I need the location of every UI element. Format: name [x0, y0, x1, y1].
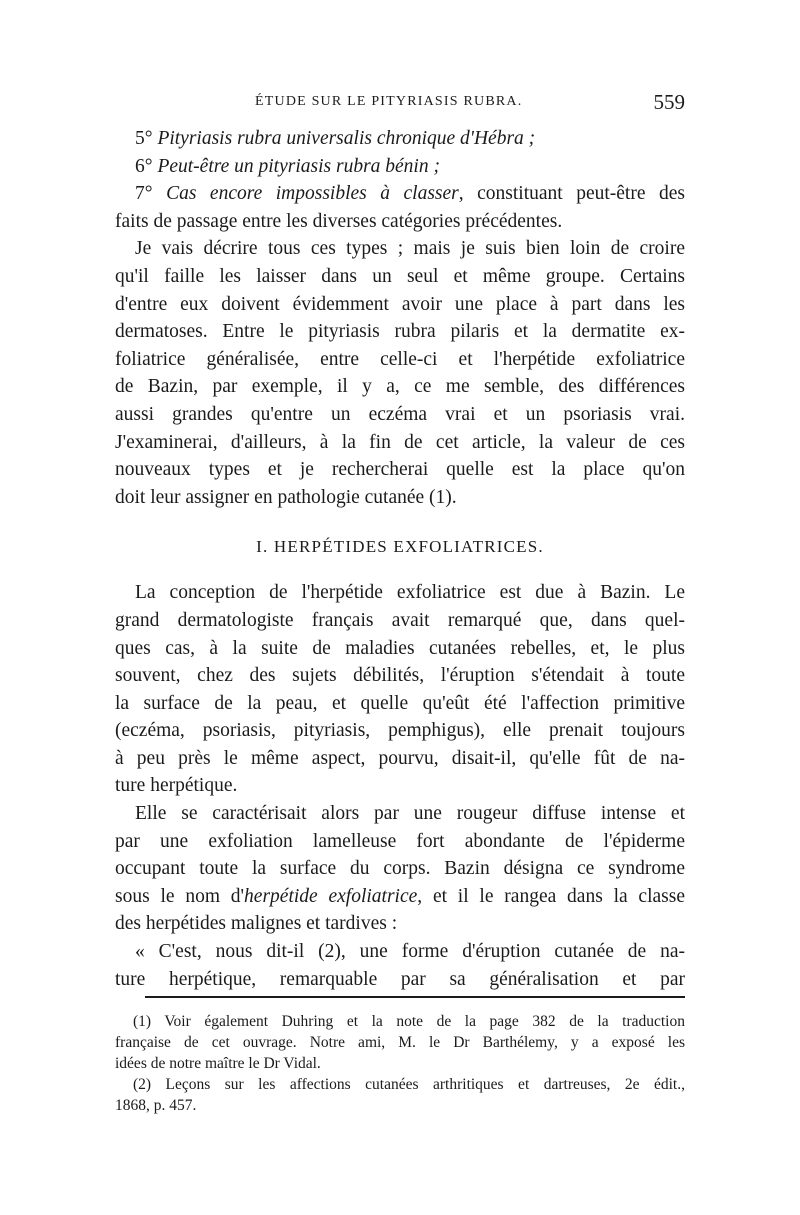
paragraph-line: qu'il faille les laisser dans un seul et même groupe. Certains	[115, 265, 685, 287]
text-run: , et il le rangea dans la classe	[417, 885, 685, 907]
paragraph-line: ques cas, à la suite de maladies cutanées rebelles, et, le plus	[115, 637, 685, 659]
list-item-6	[115, 153, 685, 181]
list-item-7	[115, 180, 685, 208]
footnote-1-line: (1) Voir également Duhring et la note de la page 382 de la traduction	[133, 1013, 685, 1030]
footnotes	[115, 1011, 685, 1116]
paragraph-line: la surface de la peau, et quelle qu'eût été l'affection primitive	[115, 692, 685, 714]
paragraph-line: à peu près le même aspect, pourvu, disait-il, qu'elle fût de na-	[115, 747, 685, 769]
paragraph-line: Je vais décrire tous ces types ; mais je suis bien loin de croire	[135, 238, 685, 260]
paragraph-line: aussi grandes qu'entre un eczéma vrai et un psoriasis vrai.	[115, 403, 685, 425]
list-number: 6°	[135, 155, 153, 177]
paragraph-line: (eczéma, psoriasis, pityriasis, pemphigus), elle prenait toujours	[115, 720, 685, 742]
page-number: 559	[653, 90, 685, 114]
paragraph-line: ture herpétique.	[115, 775, 238, 797]
list-text: Pityriasis rubra universalis chronique d'Hébra ;	[157, 128, 536, 149]
paragraph-line: doit leur assigner en pathologie cutanée (1).	[115, 486, 457, 508]
list-number: 7°	[135, 183, 153, 205]
footnote-1-line: idées de notre maître le Dr Vidal.	[115, 1055, 321, 1072]
footnote-divider	[145, 996, 685, 998]
footnote-1-line: française de cet ouvrage. Notre ami, M. le Dr Barthélemy, y a exposé les	[115, 1034, 685, 1051]
list-number: 5°	[135, 128, 153, 149]
paragraph-line: grand dermatologiste français avait remarqué que, dans quel-	[115, 609, 685, 631]
list-text-italic: Cas encore impossibles à classer	[166, 183, 459, 205]
paragraph-line: Elle se caractérisait alors par une rougeur diffuse intense et	[135, 803, 685, 825]
paragraph-line: foliatrice généralisée, entre celle-ci et l'herpétide exfoliatrice	[115, 348, 685, 370]
paragraph-line: des herpétides malignes et tardives :	[115, 913, 398, 935]
paragraph-line: occupant toute la surface du corps. Bazin désigna ce syndrome	[115, 858, 685, 880]
list-item-7-continuation: faits de passage entre les diverses catégories précédentes.	[115, 210, 563, 232]
footnote-2-line: 1868, p. 457.	[115, 1097, 197, 1114]
paragraph-line: ture herpétique, remarquable par sa généralisation et par	[115, 968, 685, 990]
page-header	[115, 90, 685, 120]
footnote-2-line: (2) Leçons sur les affections cutanées arthritiques et dartreuses, 2e édit.,	[133, 1076, 685, 1093]
paragraph-line: nouveaux types et je rechercherai quelle est la place qu'on	[115, 459, 685, 481]
paragraph-line: La conception de l'herpétide exfoliatrice est due à Bazin. Le	[135, 582, 685, 604]
running-title: ÉTUDE SUR LE PITYRIASIS RUBRA.	[255, 94, 523, 109]
paragraph-line: de Bazin, par exemple, il y a, ce me semble, des différences	[115, 376, 685, 398]
body-text	[115, 125, 685, 993]
paragraph-line	[115, 883, 685, 911]
list-text: Peut-être un pityriasis rubra bénin ;	[157, 155, 440, 177]
section-heading: I. HERPÉTIDES EXFOLIATRICES.	[256, 537, 544, 557]
paragraph-line: d'entre eux doivent évidemment avoir une place à part dans les	[115, 293, 685, 315]
list-item-5	[115, 125, 685, 153]
paragraph-line: « C'est, nous dit-il (2), une forme d'éruption cutanée de na-	[135, 941, 685, 963]
list-text: , constituant peut-être des	[458, 183, 685, 205]
text-run: sous le nom d'	[115, 885, 245, 907]
paragraph-line: souvent, chez des sujets débilités, l'éruption s'étendait à toute	[115, 665, 685, 687]
paragraph-line: dermatoses. Entre le pityriasis rubra pilaris et la dermatite ex-	[115, 321, 685, 343]
paragraph-line: J'examinerai, d'ailleurs, à la fin de cet article, la valeur de ces	[115, 431, 685, 453]
paragraph-line: par une exfoliation lamelleuse fort abondante de l'épiderme	[115, 830, 685, 852]
italic-term: herpétide exfoliatrice	[244, 885, 418, 907]
